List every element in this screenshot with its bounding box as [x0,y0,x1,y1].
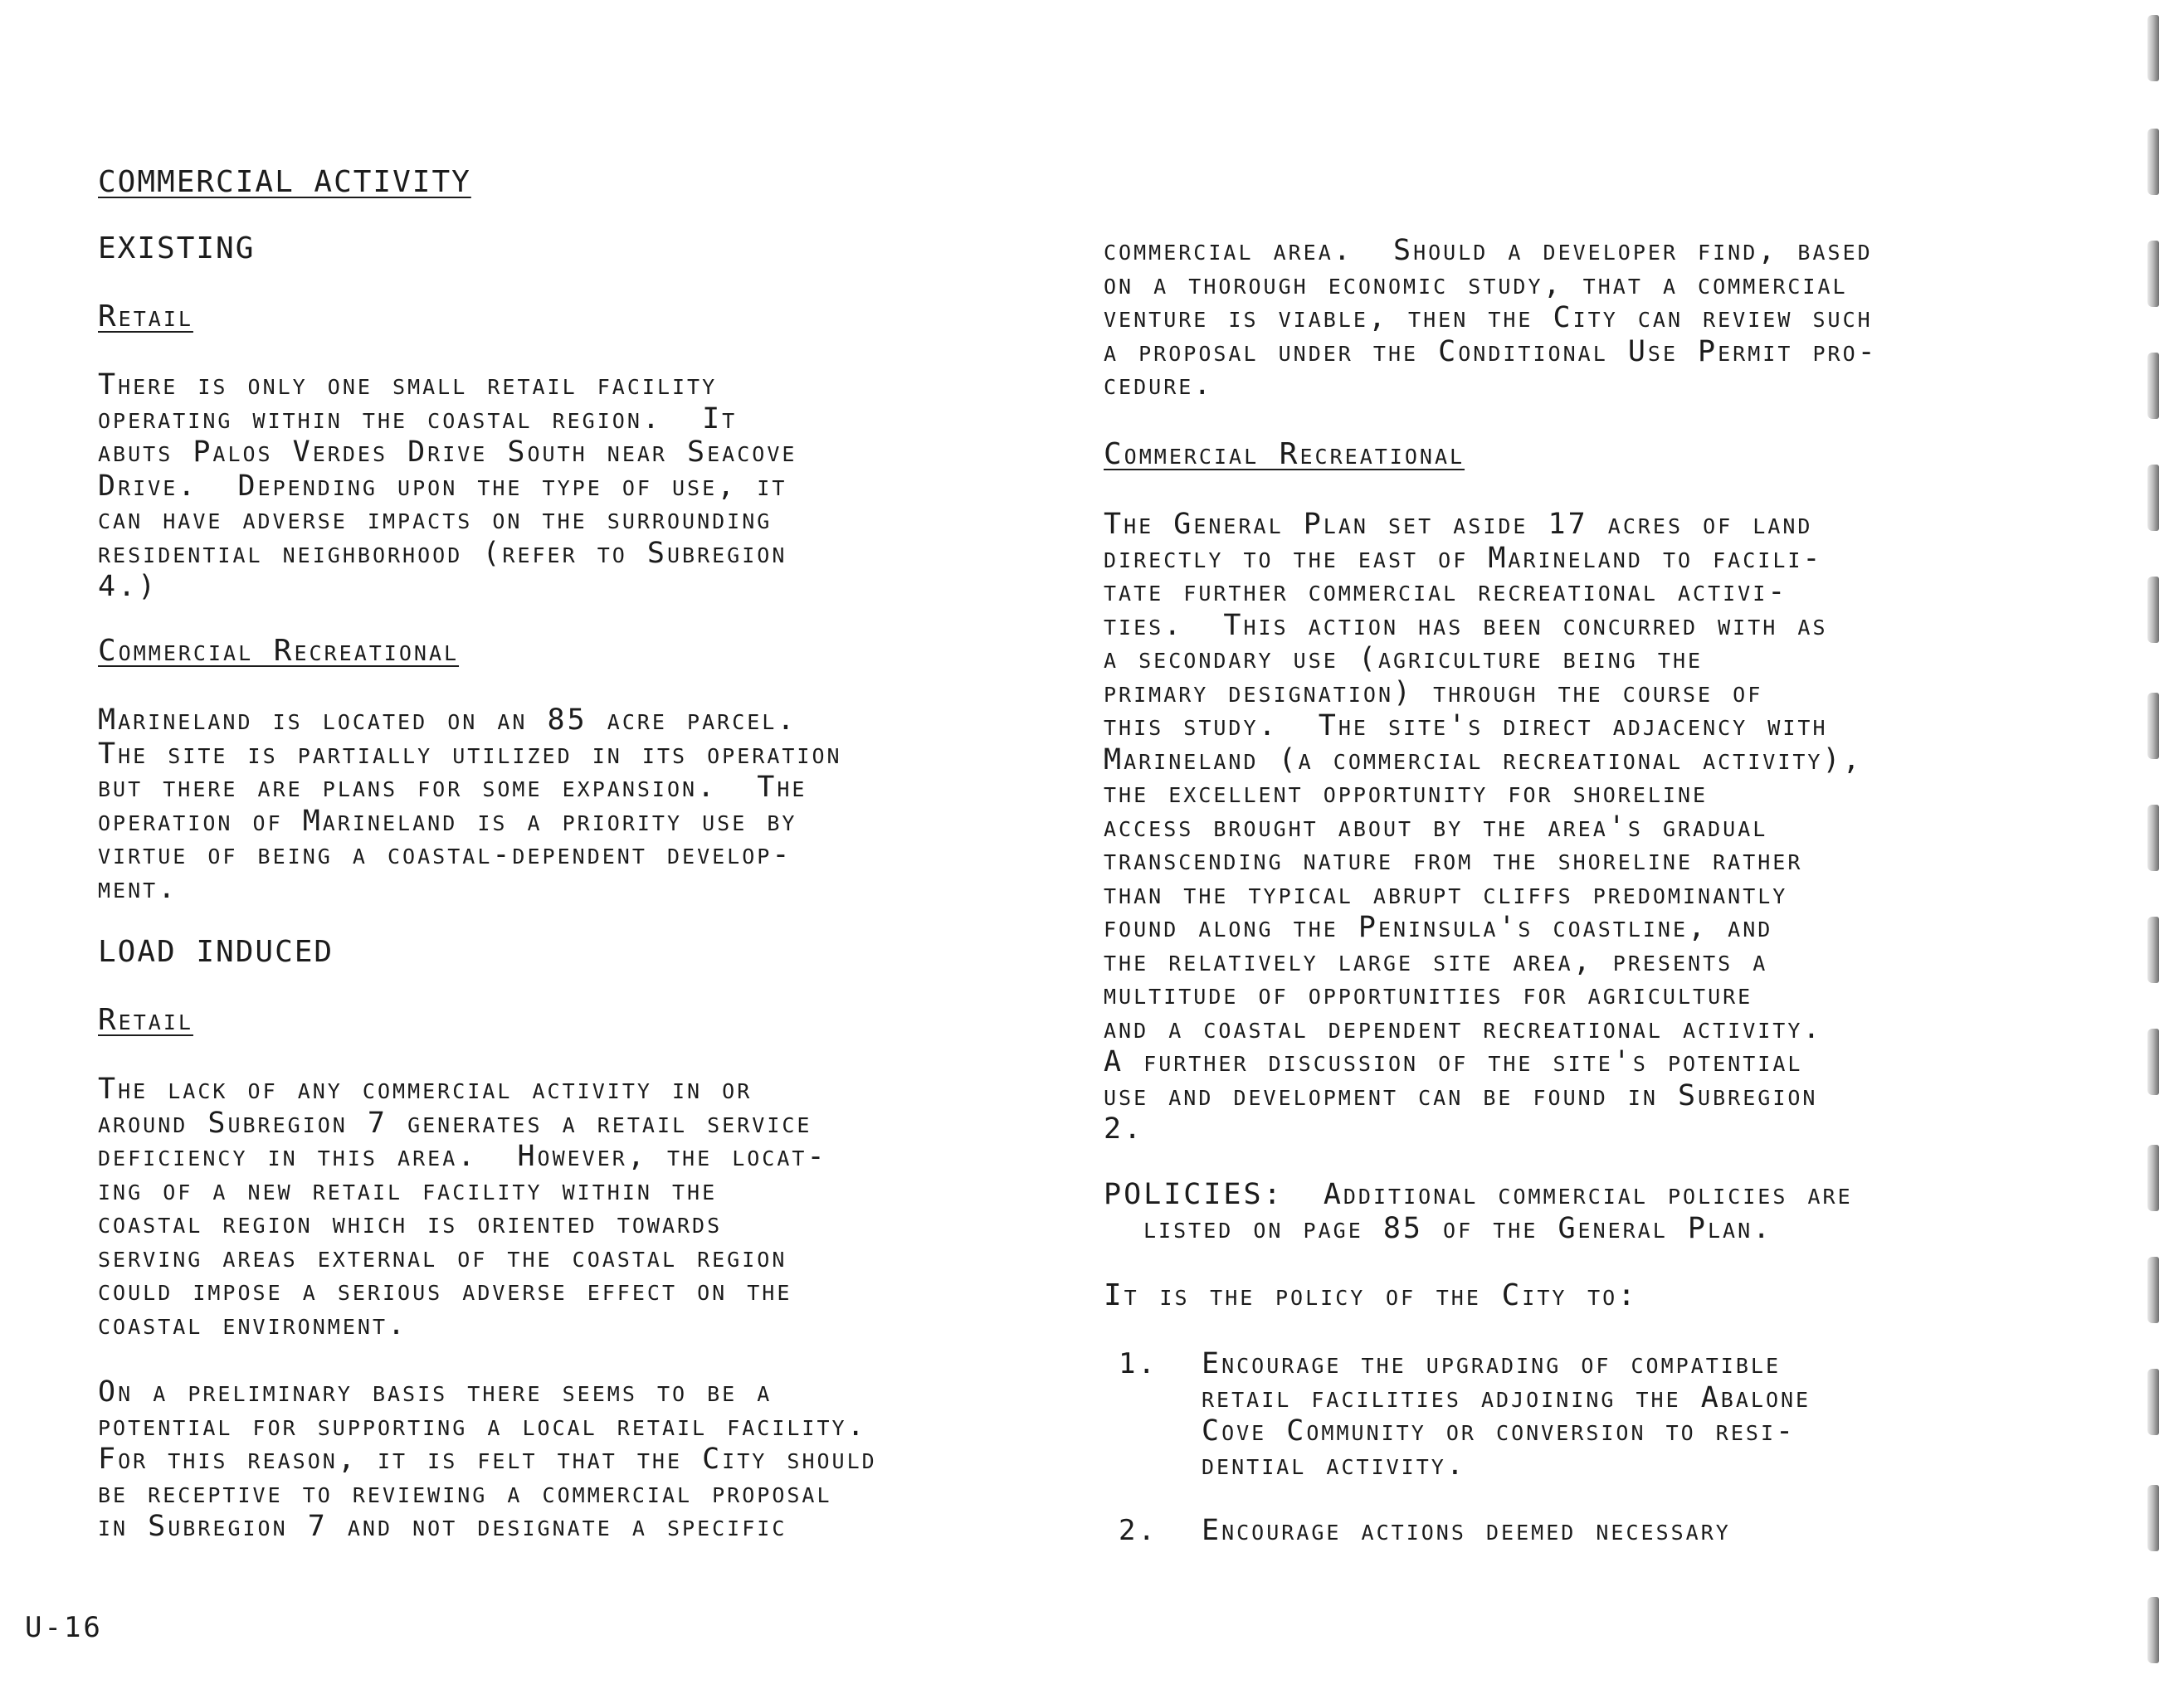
text-line: this study. The site's direct adjacency with [1104,709,1828,742]
text-line: transcending nature from the shoreline rather [1104,844,1803,877]
text-line: multitude of opportunities for agriculture [1104,978,1753,1011]
binding-mark [2147,805,2159,871]
right-column [1104,0,2099,1684]
text-line: 4.) [98,570,158,603]
text-line: could impose a serious adverse effect on the [98,1274,792,1307]
text-line: A further discussion of the site's potential [1104,1045,1803,1078]
text-line: primary designation) through the course of [1104,675,1763,709]
text-line: potential for supporting a local retail facility. [98,1409,867,1443]
text-line: coastal environment. [98,1307,408,1341]
text-line: around Subregion 7 generates a retail service [98,1106,812,1140]
binding-mark [2147,241,2159,307]
text-line: dential activity. [1202,1448,1466,1482]
policy-number: 1. [1119,1347,1158,1380]
page-number: U-16 [25,1611,103,1644]
retail-paragraph-load-induced [98,1073,1094,1341]
commercial-recreational-paragraph-load-induced [1104,508,2099,1146]
text-line: be receptive to reviewing a commercial proposal [98,1476,832,1510]
existing-heading: EXISTING [98,231,256,265]
policy-number: 2. [1119,1514,1158,1547]
left-column [98,0,1094,1684]
text-line: deficiency in this area. However, the locat- [98,1140,827,1173]
text-line: Marineland is located on an 85 acre parcel. [98,703,797,737]
policies-label: POLICIES: [1104,1178,1284,1211]
retail-paragraph-preliminary [98,1375,1094,1544]
continued-paragraph [1104,234,2099,402]
text-line: can have adverse impacts on the surrounding [98,503,773,536]
text-line: access brought about by the area's gradual [1104,810,1768,844]
text-line: 2. [1104,1112,1144,1146]
text-line: The lack of any commercial activity in or [98,1073,753,1106]
text-line: a proposal under the Conditional Use Permit pro- [1104,334,1878,368]
policy-intro: It is the policy of the City to: [1104,1278,1638,1312]
text-line: cedure. [1104,368,1214,402]
text-line: serving areas external of the coastal region [98,1240,787,1274]
binding-mark [2147,1257,2159,1323]
text-line: commercial area. Should a developer find, based [1104,234,1873,267]
binding-mark [2147,1485,2159,1551]
commercial-recreational-paragraph-existing [98,703,1094,905]
text-line: Drive. Depending upon the type of use, it [98,469,787,503]
policy-text [1202,1347,1811,1482]
text-line: and a coastal dependent recreational activity. [1104,1011,1823,1045]
load-induced-heading: LOAD INDUCED [98,935,334,969]
commercial-recreational-heading-load-induced: Commercial Recreational [1104,437,1465,471]
text-line: virtue of being a coastal-dependent develop- [98,838,792,871]
text-line: retail facilities adjoining the Abalone [1202,1380,1811,1414]
binding-mark [2147,1029,2159,1095]
commercial-recreational-heading-existing: Commercial Recreational [98,634,460,668]
text-line: tate further commercial recreational activi- [1104,575,1788,608]
retail-paragraph-existing [98,368,1094,604]
policies-text: Additional commercial policies are [1323,1178,1853,1211]
text-line: a secondary use (agriculture being the [1104,642,1704,675]
binding-mark [2147,465,2159,531]
section-title: COMMERCIAL ACTIVITY [98,165,471,199]
text-line: Cove Community or conversion to resi- [1202,1414,1796,1448]
binding-mark [2147,1369,2159,1435]
text-line: Encourage actions deemed necessary [1202,1514,1731,1547]
text-line: on a thorough economic study, that a commercial [1104,267,1848,301]
text-line: residential neighborhood (refer to Subregion [98,536,787,570]
text-line: operating within the coastal region. It [98,402,738,436]
text-line: found along the Peninsula's coastline, and [1104,911,1773,944]
text-line: The General Plan set aside 17 acres of land [1104,508,1813,541]
text-line: than the typical abrupt cliffs predominantly [1104,877,1788,911]
binding-mark [2147,693,2159,759]
policy-text [1202,1514,1731,1548]
binding-mark [2147,353,2159,419]
text-line: There is only one small retail facility [98,368,718,402]
binding-mark [2147,129,2159,195]
retail-heading-existing: Retail [98,299,193,333]
binding-mark [2147,1597,2159,1663]
text-line: but there are plans for some expansion. The [98,771,807,804]
text-line: abuts Palos Verdes Drive South near Seacove [98,436,797,469]
text-line: operation of Marineland is a priority use by [98,804,797,838]
text-line: ing of a new retail facility within the [98,1173,718,1207]
text-line: the excellent opportunity for shoreline [1104,776,1709,810]
text-line: For this reason, it is felt that the City should [98,1443,877,1476]
retail-heading-load-induced: Retail [98,1003,193,1037]
binding-mark [2147,1145,2159,1211]
policies-intro [1104,1178,2099,1245]
text-line: Encourage the upgrading of compatible [1202,1347,1781,1380]
text-line: the relatively large site area, presents a [1104,944,1768,978]
text-line: venture is viable, then the City can review such [1104,301,1873,334]
text-line: use and development can be found in Subregion [1104,1078,1818,1112]
text-line [1104,1178,2099,1212]
text-line: listed on page 85 of the General Plan. [1143,1211,1773,1245]
text-line: in Subregion 7 and not designate a specific [98,1510,787,1543]
text-line: ment. [98,871,178,905]
binding-mark [2147,917,2159,983]
text-line: coastal region which is oriented towards [98,1207,723,1240]
text-line: On a preliminary basis there seems to be a [98,1375,773,1409]
binding-edge [2133,0,2184,1684]
binding-mark [2147,577,2159,643]
text-line: directly to the east of Marineland to facili- [1104,541,1823,575]
text-line: Marineland (a commercial recreational activity), [1104,742,1863,776]
binding-mark [2147,15,2159,81]
text-line: The site is partially utilized in its operation [98,737,842,771]
text-line: ties. This action has been concurred with as [1104,608,1828,642]
